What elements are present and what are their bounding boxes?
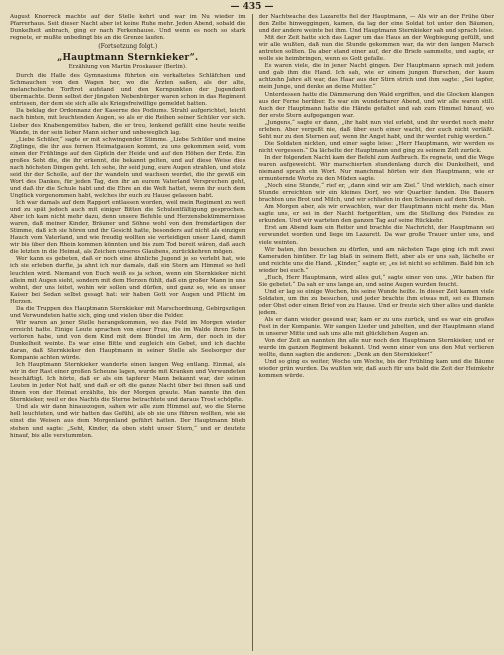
paragraph: „Euch, Herr Hauptmann, wird alles gut,“ sagte einer von uns. „Wir haben für Sie gebetet.“ Da sah er uns lange an, und seine Augen wurden feucht.	[258, 274, 494, 288]
paragraph: „Noch eine Stunde,“ rief er, „dann sind wir am Ziel.“ Und wirklich, nach einer Stunde erreichten wir ein kleines Dorf, wo wir Quartier fanden. Die Bauern brachten uns Brot und Milch, und wir schliefen in den Scheunen auf dem Stroh.	[258, 183, 494, 204]
paragraph: Es waren viele, die in jener Nacht gingen. Der Hauptmann sprach mit jedem und gab ihm die Hand. Ich sah, wie er einem jungen Burschen, der kaum achtzehn Jahre alt war, das Haar aus der Stirn strich und ihm sagte: „Sei tapfer, mein Junge, und denke an deine Mutter.“	[258, 63, 494, 91]
right-column	[259, 14, 495, 651]
story-body-right	[259, 14, 495, 380]
paragraph: Da beklag der Ordonnanz der Kaserne des Podiums. Strahl aufgerichtet, leicht nach hinten, mit leuchtenden Augen, so als er die Reihen seiner Schüler vor sich. Lieber des Knabengemütes haben, die er treu, lenkend gefällt eine heute weiße Wande, in der sein lieber Mann sicher und unbeweglich lag.	[10, 108, 246, 136]
left-column	[10, 14, 246, 651]
paragraph: Unterdessen hatte die Dämmerung den Wald ergriffen, und die Glocken klangen aus der Ferne herüber. Es war ein wunderbarer Abend, und wir alle waren still. Auch der Hauptmann hatte die Hände gefaltet und sah zum Himmel hinauf, wo der erste Stern aufgegangen war.	[258, 91, 494, 119]
paragraph: August Knorreck machte auf der Stelle kehrt und war im Nu wieder im Pfarrerhaus. Seit dieser Nacht aber ist keine Ruhe mehr. Jeden Abend, sobald die Dunkelheit anbrach, ging er nach Ferkenhause. Und wenn es noch so stark regnete, er mußte unbedingt bis an die Grenze laufen.	[10, 14, 246, 42]
continued-notice: (Fortsetzung folgt.)	[98, 43, 158, 51]
paragraph: Erst am Abend kam ein Reiter und brachte die Nachricht, der Hauptmann sei verwundet worden und liege im Lazarett. Da war große Trauer unter uns, und viele weinten.	[258, 225, 494, 246]
paragraph: Und so ging es weiter, Woche um Woche, bis der Frühling kam und die Bäume wieder grün wurden. Da wußten wir, daß auch für uns bald die Zeit der Heimkehr kommen würde.	[258, 359, 494, 380]
paragraph: „Jungens,“ sagte er dann, „ihr habt nun viel erlebt, und ihr werdet noch mehr erleben. Aber vergeßt nie, daß über euch einer wacht, der euch nicht verläßt. Seht nur zu den Sternen auf, wenn ihr Angst habt, und ihr werdet ruhig werden.“	[258, 119, 494, 140]
story-byline: Erzählung von Martin Proskauer (Berlin).	[68, 64, 187, 71]
paragraph: Von der Zeit an nannten ihn alle nur noch den Hauptmann Sternkieker, und er wurde im ganzen Regiment bekannt. Und wenn einer von uns den Mut verlieren wollte, dann sagten die anderen: „Denk an den Sternkieker!“	[258, 338, 494, 359]
paragraph: Mit der Zeit hatte sich das Lager um das Haus an der Wegbiegung gefüllt, und wir alle wußten, daß nun die Stunde gekommen war, da wir den langen Marsch antreten sollten. Da aber stand einer auf, der die Briefe sammelte, und sagte, er wolle sie heimbringen, wenn es Gott gefalle.	[258, 35, 494, 63]
paragraph: Die Soldaten nickten, und einer sagte leise: „Herr Hauptmann, wir werden es nicht vergessen.“ Da lächelte der Hauptmann und ging zu seinem Zelt zurück.	[258, 140, 494, 154]
column-divider	[252, 14, 253, 651]
paragraph: Und er lag so einige Wochen, bis seine Wunde heilte. In dieser Zeit kamen viele Soldaten, um ihn zu besuchen, und jeder brachte ihm etwas mit, sei es Blumen oder Obst oder einen Brief von zu Hause. Und er freute sich über alles und dankte jedem.	[258, 288, 494, 316]
paragraph: Wir waren an jener Stelle herangekommen, wo das Feld im Morgen wieder erreicht hatte. Einige Leute sprachen von einer Frau, die im Walde ihren Sohn verloren habe, und von dem Kind mit dem Bündel im Arm, der noch in der Dunkelheit weinte. Es war eine Bitte und zugleich ein Gebet, und ich dachte daran, daß Sternkieker den Hauptmann in seiner Stelle als Seelsorger der Kompanie achten würde.	[10, 319, 246, 362]
columns	[10, 14, 494, 651]
paragraph: der Nachtwache des Lazaretts fiel der Hauptmann, — Als wir an der Frühe über den Zelte hinweggingen, kamen, da lag der eine Soldat tot unter den Bäumen, und der andere weinte bei ihm. Und Hauptmann Sternkieker sah und sprach leise.	[258, 14, 494, 35]
paragraph: Ich Hauptmann Sternkieker wanderte einen langen Weg entlang. Einmal, als wir in der Rast einer großen Scheune lagen, wurde mit Kranken und Verwundeten beschäftigt. Ich hörte, daß er als ein tapferer Mann bekannt war, der seinen Leuten in jeder Not half, und daß er oft die ganze Nacht über bei ihnen saß und ihnen von der Heimat erzählte, bis der Morgen graute. Man nannte ihn den Sternkieker, weil er des Nachts die Sterne betrachtete und daraus Trost schöpfte.	[10, 362, 246, 404]
paragraph: Ich war damals auf dem Rapport entlassen worden, weil mein Regiment zu weit und zu spät jedoch auch mit einiger Bitten die Schulentfältigung gesprochen. Aber ich kam nicht mehr dazu, denn unsere Befehle und Herzensbekümmernisse waren, daß meiner Kinder, Bräuner und Söhne wohl von den fremdartigen der Stimme, daß ich sie hören und ihr Gesicht hatte, besonders auf nicht als einzigen Hauch vom Vaterland, und wie freudig wollten sie verteidigen unser Land, damit wir bis über den Rhein kommen könnten und bis zum Tod bereit wären, daß auch die letzten in die Heimat, als Zeichen unseres Glaubens, zurückkehren mögen.	[10, 200, 246, 256]
paragraph: Durch die Halle des Gymnasiums führten ein verkaltetes Schläfchen und Schmauchen von den Wagen her, wo die Ärzten saßen, als der alte, melancholische Torftrot aufstand und den Kernpunkten der Jugendzeit übermachte. Denn selbst der jüngsten Nebenbürger waren schon in das Regiment entrissen, der dem sie sich alle als Kriegsfreiwillige gemeldet hatten.	[10, 73, 246, 108]
paragraph: Wir baten, ihn besuchen zu dürfen, und am nächsten Tage ging ich mit zwei Kameraden hinüber. Er lag blaß in seinem Bett, aber als er uns sah, lächelte er und reichte uns die Hand. „Kinder,“ sagte er, „es ist nicht so schlimm. Bald bin ich wieder bei euch.“	[258, 246, 494, 274]
paragraph: Da die Truppen des Hauptmann Sternkieker mit Marschordnung, Gebirgszügen und Verwundeten hatte sich, ging und vielen über die Felder.	[10, 305, 246, 319]
story-title: „Hauptmann Sternkieker“.	[57, 53, 199, 64]
paragraph: „Liebe Schüler,“ sagte er mit schwingender Stimme. „Liebe Schüler und meine Zöglinge, die ihr aus fernen Heimatgauen kommt, zu uns gekommen seid, vom einen der Frühlinge auf den Gipfeln der Heide und auf den Höhen der Erde. Ein großes Seht die, die ihr erkennt, die bekannt gelten, und auf diese Weise dies nach höchsten Dingen geht. Ich sehe, ihr seid jung, eure Augen strahlen, und stolz seid ihr der Scholle, auf der ihr wandeln und wachsen werdet, die ihr gewiß ein Wort des Dankes, für jeden Tag, den ihr an eurem Vaterland Versprechen geht, und daß ihr die Schule habt und die Ehre an die Welt hattet, wenn ihr euch dem Unglück vorgenommen habt, welches ihr euch zu Hause gelassen habt.	[10, 136, 246, 199]
left-top-text	[10, 14, 246, 42]
story-body-left	[10, 73, 246, 439]
paragraph: Und als wir dann hinauszogen, sahen wir alle zum Himmel auf, wo die Sterne hell leuchteten, und wir hatten das Gefühl, als ob sie uns führen wollten, wie sie einst die Weisen aus dem Morgenland geführt hatten. Der Hauptmann blieb stehen und sagte: „Seht, Kinder, da oben steht unser Stern,“ und er deutete hinauf, bis alle verstummten.	[10, 404, 246, 439]
paragraph: Als er dann wieder gesund war, kam er zu uns zurück, und es war ein großes Fest in der Kompanie. Wir sangen Lieder und jubelten, und der Hauptmann stand in unserer Mitte und sah uns alle mit glücklichen Augen an.	[258, 317, 494, 338]
paragraph: Wer kann es gebeten, daß er noch eine ähnliche Jugend je so verlebt hat, wie ich sie erleben durfte, ja ahnt ich nur damals, daß ein Stern am Himmel so hell leuchten wird. Niemand von Euch weiß es ja schon, wenn ein Sternkieker nicht allein mit Augen sieht, sondern mit dem Herzen fühlt, daß ein großer Mann in uns wohnt, der uns leitet, wohin wir sollen und dürfen, und ganz so, wie es unser Kaiser bei Sedan selbst gesagt hat: wir haben Gott vor Augen und Pflicht im Herzen.	[10, 256, 246, 305]
paragraph: Am Morgen aber, als wir erwachten, war der Hauptmann nicht mehr da. Man sagte uns, er sei in der Nacht fortgeritten, um die Stellung des Feindes zu erkunden. Und wir warteten den ganzen Tag auf seine Rückkehr.	[258, 204, 494, 225]
page-number: — 435 —	[230, 2, 274, 12]
paragraph: In der folgenden Nacht kam der Befehl zum Aufbruch. Es regnete, und die Wege waren aufgeweicht. Wir marschierten stundenlang durch die Dunkelheit, und niemand sprach ein Wort. Nur manchmal hörten wir den Hauptmann, wie er ermunternde Worte zu den Müden sagte.	[258, 154, 494, 183]
